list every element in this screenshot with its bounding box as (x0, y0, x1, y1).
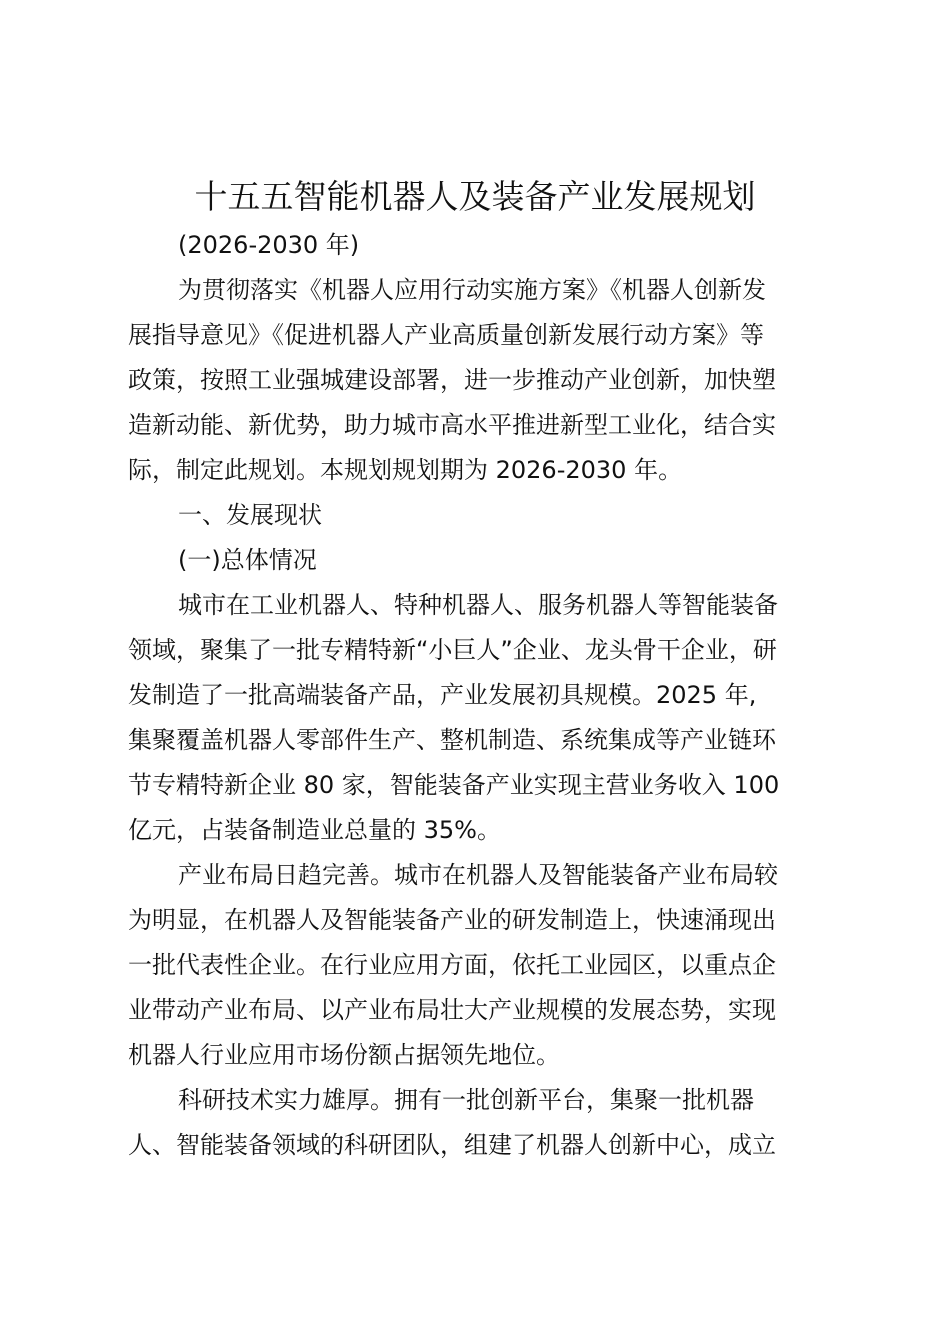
intro-line: 为贯彻落实《机器人应用行动实施方案》《机器人创新发 (178, 276, 766, 304)
paragraph-line: 发制造了一批高端装备产品，产业发展初具规模。2025 年, (128, 681, 757, 709)
subsection-heading: (一)总体情况 (178, 546, 317, 574)
paragraph-line: 科研技术实力雄厚。拥有一批创新平台，集聚一批机器 (178, 1086, 754, 1114)
paragraph-line: 产业布局日趋完善。城市在机器人及智能装备产业布局较 (178, 861, 778, 889)
intro-line: 政策，按照工业强城建设部署，进一步推动产业创新，加快塑 (128, 366, 776, 394)
paragraph-line: 节专精特新企业 80 家，智能装备产业实现主营业务收入 100 (128, 771, 780, 799)
section-heading: 一、发展现状 (178, 501, 322, 529)
intro-line: 际，制定此规划。本规划规划期为 2026-2030 年。 (128, 456, 683, 484)
paragraph-line: 业带动产业布局、以产业布局壮大产业规模的发展态势，实现 (128, 996, 776, 1024)
intro-line: 展指导意见》《促进机器人产业高质量创新发展行动方案》等 (128, 321, 764, 349)
paragraph-line: 城市在工业机器人、特种机器人、服务机器人等智能装备 (178, 591, 778, 619)
paragraph-line: 为明显，在机器人及智能装备产业的研发制造上，快速涌现出 (128, 906, 776, 934)
document-title: 十五五智能机器人及装备产业发展规划 (194, 177, 756, 216)
paragraph-line: 集聚覆盖机器人零部件生产、整机制造、系统集成等产业链环 (128, 726, 776, 754)
paragraph-line: 人、智能装备领域的科研团队，组建了机器人创新中心，成立 (128, 1131, 776, 1159)
paragraph-line: 领域，聚集了一批专精特新“小巨人”企业、龙头骨干企业，研 (128, 636, 777, 664)
paragraph-line: 一批代表性企业。在行业应用方面，依托工业园区，以重点企 (128, 951, 776, 979)
document-subtitle: (2026-2030 年) (178, 231, 360, 259)
intro-line: 造新动能、新优势，助力城市高水平推进新型工业化，结合实 (128, 411, 776, 439)
paragraph-line: 机器人行业应用市场份额占据领先地位。 (128, 1041, 560, 1069)
paragraph-line: 亿元，占装备制造业总量的 35%。 (128, 816, 501, 844)
